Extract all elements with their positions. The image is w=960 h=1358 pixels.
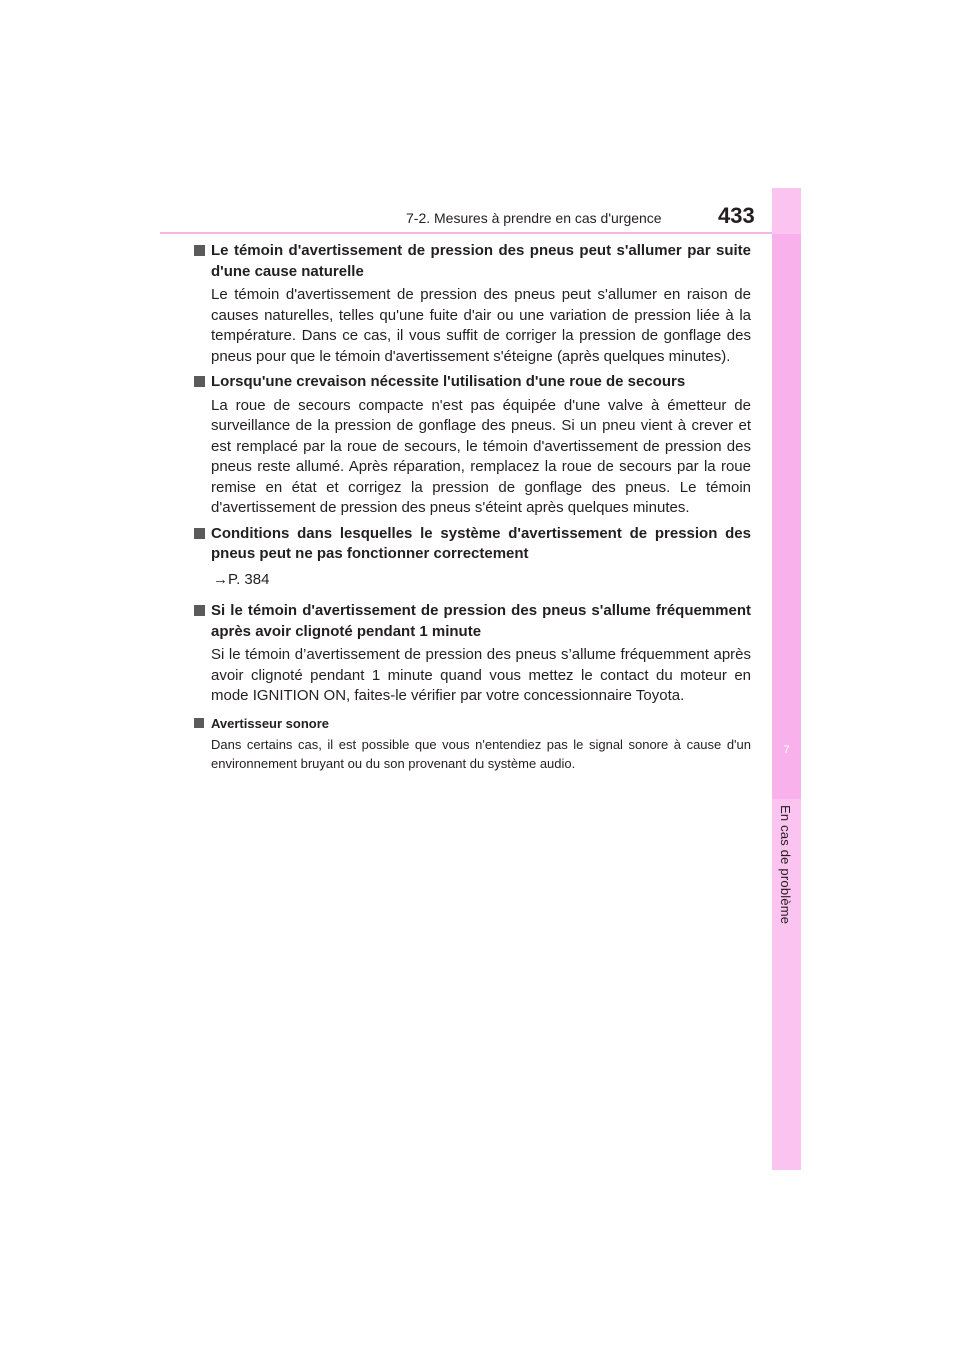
- section-body: Le témoin d'avertissement de pression des pneus peut s'allumer en raison de causes naturelles, telles qu'une fuite d'air ou une variation de pression liée à la température. Dans ce cas, il vous suffit de corriger la pression de gonflage des pneus pour que le témoin d'avertissement s'éteigne (après quelques minutes).: [211, 286, 751, 365]
- section-malfunction-conditions: [211, 524, 751, 591]
- section-heading-text: Conditions dans lesquelles le système d'avertissement de pression des pneus peut ne pas fonctionner correctement: [211, 524, 751, 562]
- section-spare-wheel: [211, 372, 751, 519]
- page-number: 433: [718, 203, 755, 228]
- section-heading-text: Lorsqu'une crevaison nécessite l'utilisation d'une roue de secours: [211, 373, 686, 390]
- section-heading-text: Avertisseur sonore: [211, 715, 330, 731]
- section-body: Dans certains cas, il est possible que vous n'entendiez pas le signal sonore à cause d'un environnement bruyant ou du son provenant du système audio.: [211, 736, 751, 771]
- section-body: La roue de secours compacte n'est pas équipée d'une valve à émetteur de surveillance de la pression de gonflage des pneus. Si un pneu vient à crever et est remplacé par la roue de secours, le témoin d'avertissement de pression des pneus reste allumé. Après réparation, remplacez la roue de secours par la roue remise en état et corrigez la pression de gonflage des pneus. Le témoin d'avertissement de pression des pneus s'éteint après quelques minutes.: [211, 396, 751, 516]
- square-bullet-icon: [194, 376, 205, 387]
- section-heading-text: Le témoin d'avertissement de pression des pneus peut s'allumer par suite d'une cause naturelle: [211, 242, 751, 280]
- section-heading: [211, 372, 751, 393]
- square-bullet-icon: [194, 718, 204, 728]
- section-body: Si le témoin d’avertissement de pression des pneus s’allume fréquemment après avoir clignoté pendant 1 minute quand vous mettez le contact du moteur en mode IGNITION ON, faites-le vérifier par votre concessionnaire Toyota.: [211, 646, 751, 704]
- chapter-side-tab-highlight: [772, 234, 801, 799]
- page-content: [211, 241, 751, 778]
- section-heading: [211, 601, 751, 642]
- chapter-number: 7: [783, 744, 790, 756]
- section-buzzer: [211, 715, 751, 773]
- section-heading-text: Si le témoin d'avertissement de pression des pneus s'allume fréquemment après avoir clignoté pendant 1 minute: [211, 602, 751, 640]
- section-title: 7-2. Mesures à prendre en cas d'urgence: [406, 210, 662, 226]
- page-reference-link[interactable]: →P. 384: [213, 570, 270, 588]
- section-heading: [211, 715, 751, 732]
- square-bullet-icon: [194, 528, 205, 539]
- header-rule: [160, 232, 772, 234]
- section-heading: [211, 241, 751, 282]
- section-natural-cause: [211, 241, 751, 367]
- square-bullet-icon: [194, 605, 205, 616]
- section-frequent-warning: [211, 601, 751, 707]
- chapter-title: En cas de problème: [778, 805, 793, 925]
- section-heading: [211, 524, 751, 565]
- square-bullet-icon: [194, 245, 205, 256]
